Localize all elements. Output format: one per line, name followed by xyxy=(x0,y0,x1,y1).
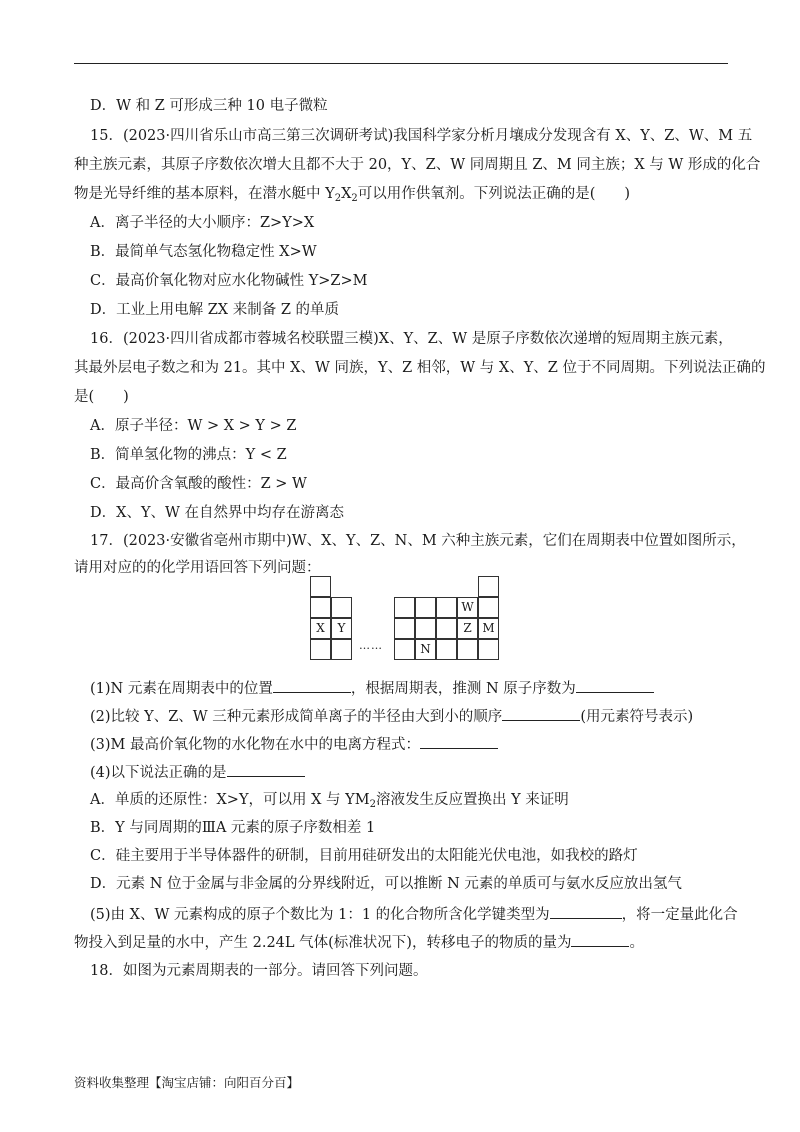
q15-option-a: A．离子半径的大小顺序：Z>Y>X xyxy=(90,215,315,231)
pt-cell xyxy=(331,639,352,660)
q15-option-d: D．工业上用电解 ZX 来制备 Z 的单质 xyxy=(90,302,340,318)
q17-option-a-sub: 2 xyxy=(369,799,376,810)
pt-cell xyxy=(310,639,331,660)
pt-cell-z: Z xyxy=(457,618,478,639)
pt-ellipsis: …… xyxy=(359,639,383,652)
answer-blank[interactable] xyxy=(273,678,351,693)
q17-option-a-text-a: A．单质的还原性：X>Y，可以用 X 与 YM xyxy=(90,792,370,808)
pt-cell xyxy=(310,576,331,597)
q17-sub3-text: (3)M 最高价氧化物的水化物在水中的电离方程式： xyxy=(90,737,420,753)
q15-sub2: 2 xyxy=(351,193,358,204)
q18-line1: 18．如图为元素周期表的一部分。请回答下列问题。 xyxy=(90,963,428,979)
q17-sub3 xyxy=(90,734,744,755)
q16-option-c: C．最高价含氧酸的酸性：Z > W xyxy=(90,476,307,492)
q17-sub1-text-b: ，根据周期表，推测 N 原子序数为 xyxy=(350,681,576,697)
pt-cell xyxy=(478,639,499,660)
pt-cell xyxy=(478,576,499,597)
pt-cell xyxy=(436,618,457,639)
pt-cell-x: X xyxy=(310,618,331,639)
pt-cell-y: Y xyxy=(331,618,352,639)
q17-sub1 xyxy=(90,678,744,699)
q17-sub4-text: (4)以下说法正确的是 xyxy=(90,765,227,781)
q17-option-b: B．Y 与同周期的ⅢA 元素的原子序数相差 1 xyxy=(90,820,376,836)
q17-option-a xyxy=(90,790,744,810)
q15-line1: 15．(2023·四川省乐山市高三第三次调研考试)我国科学家分析月壤成分发现含有 X、Y、Z、W、M 五 xyxy=(90,128,753,144)
q17-sub5-line1 xyxy=(90,904,744,925)
q17-sub5-text-b: ，将一定量此化合 xyxy=(621,907,738,923)
answer-blank[interactable] xyxy=(571,932,629,947)
q16-option-d: D．X、Y、W 在自然界中均存在游离态 xyxy=(90,505,345,521)
q17-sub5-text-d: 。 xyxy=(629,935,644,951)
q17-sub4 xyxy=(90,762,744,783)
pt-cell xyxy=(394,639,415,660)
q17-option-c: C．硅主要用于半导体器件的研制，目前用硅研发出的太阳能光伏电池，如我校的路灯 xyxy=(90,848,638,864)
q17-sub5-text-a: (5)由 X、W 元素构成的原子个数比为 1：1 的化合物所含化学键类型为 xyxy=(90,907,550,923)
answer-blank[interactable] xyxy=(502,706,580,721)
q15-line3 xyxy=(74,184,728,204)
q17-sub5-text-c: 物投入到足量的水中，产生 2.24L 气体(标准状况下)，转移电子的物质的量为 xyxy=(74,935,572,951)
pt-cell xyxy=(457,639,478,660)
pt-cell-n: N xyxy=(415,639,436,660)
answer-blank[interactable] xyxy=(227,762,305,777)
answer-blank[interactable] xyxy=(550,904,622,919)
q15-line3-a: 物是光导纤维的基本原料，在潜水艇中 Y xyxy=(74,186,335,202)
pt-cell xyxy=(415,618,436,639)
q16-line2: 其最外层电子数之和为 21。其中 X、W 同族，Y、Z 相邻，W 与 X、Y、Z 位于不同周期。下列说法正确的 xyxy=(74,360,766,376)
answer-blank[interactable] xyxy=(576,678,654,693)
pt-cell xyxy=(394,618,415,639)
q16-option-b: B．简单氢化物的沸点：Y < Z xyxy=(90,447,287,463)
q15-line2: 种主族元素，其原子序数依次增大且都不大于 20，Y、Z、W 同周期且 Z、M 同主族；X 与 W 形成的化合 xyxy=(74,157,761,173)
q15-sub1: 2 xyxy=(334,193,342,204)
q17-option-a-text-b: 溶液发生反应置换出 Y 来证明 xyxy=(375,792,569,808)
pt-cell xyxy=(415,597,436,618)
q16-option-a: A．原子半径：W > X > Y > Z xyxy=(90,418,297,434)
q17-sub5-line2 xyxy=(74,932,728,953)
q15-option-c: C．最高价氧化物对应水化物碱性 Y>Z>M xyxy=(90,273,368,289)
q17-option-d: D．元素 N 位于金属与非金属的分界线附近，可以推断 N 元素的单质可与氨水反应放出氢气 xyxy=(90,876,682,892)
footer-note: 资料收集整理【淘宝店铺：向阳百分百】 xyxy=(74,1075,300,1090)
pt-cell xyxy=(310,597,331,618)
periodic-table-figure xyxy=(310,576,500,660)
q14-option-d: D．W 和 Z 可形成三种 10 电子微粒 xyxy=(90,98,328,114)
pt-cell xyxy=(331,597,352,618)
q17-line2: 请用对应的的化学用语回答下列问题： xyxy=(74,560,321,576)
q15-line3-b: X xyxy=(341,186,352,202)
pt-cell xyxy=(478,597,499,618)
header-rule xyxy=(74,63,728,64)
q17-sub2-text-a: (2)比较 Y、Z、W 三种元素形成简单离子的半径由大到小的顺序 xyxy=(90,709,503,725)
q17-sub1-text-a: (1)N 元素在周期表中的位置 xyxy=(90,681,273,697)
answer-blank[interactable] xyxy=(420,734,498,749)
q17-sub2-text-b: (用元素符号表示) xyxy=(580,709,694,725)
pt-cell xyxy=(436,639,457,660)
q15-option-b: B．最简单气态氢化物稳定性 X>W xyxy=(90,244,317,260)
pt-cell xyxy=(436,597,457,618)
q15-line3-c: 可以用作供氧剂。下列说法正确的是( ) xyxy=(357,186,631,202)
q17-sub2 xyxy=(90,706,744,727)
pt-cell-m: M xyxy=(478,618,499,639)
q17-line1: 17．(2023·安徽省亳州市期中)W、X、Y、Z、N、M 六种主族元素，它们在周期表中位置如图所示， xyxy=(90,533,746,549)
pt-cell-w: W xyxy=(457,597,478,618)
pt-cell xyxy=(394,597,415,618)
q16-line3: 是( ) xyxy=(74,389,129,405)
q16-line1: 16．(2023·四川省成都市蓉城名校联盟三模)X、Y、Z、W 是原子序数依次递增的短周期主族元素， xyxy=(90,331,733,347)
